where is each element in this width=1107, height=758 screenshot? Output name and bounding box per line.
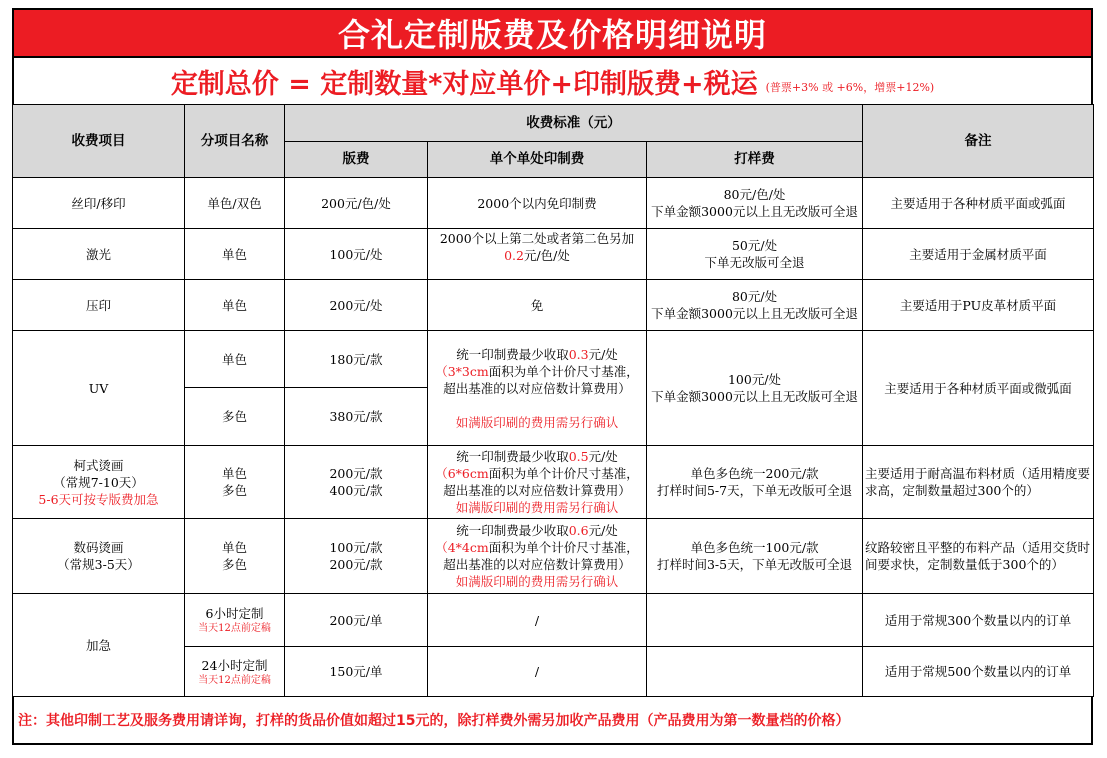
sample-price: 80元/处 (731, 289, 778, 304)
sample-cell (647, 519, 863, 594)
sample-cell (647, 647, 863, 697)
print-unit: 元/处 (588, 523, 618, 538)
print-unit: 元/处 (588, 449, 618, 464)
item-cell: 加急 (13, 594, 185, 697)
plate-cell: 200元/处 (285, 280, 428, 331)
sample-cell (647, 229, 863, 280)
item-cell: 压印 (13, 280, 185, 331)
print-cell (428, 446, 647, 519)
table-row (13, 280, 1094, 331)
sample-refund: 打样时间3-5天，下单无改版可全退 (656, 557, 853, 572)
print-cell (428, 229, 647, 280)
sample-cell (647, 446, 863, 519)
print-size: （3*3cm (435, 363, 489, 379)
item-name: 柯式烫画 (73, 457, 124, 473)
title-bar (12, 8, 1093, 58)
header-print-fee: 单个单处印制费 (428, 142, 647, 178)
print-size: （4*4cm (435, 540, 489, 555)
sub-single: 单色 (221, 466, 247, 481)
remark-cell: 主要适用于各种材质平面或微弧面 (863, 331, 1094, 446)
print-fullpage-note: 如满版印刷的费用需另行确认 (455, 500, 619, 515)
price-formula: 定制总价 = 定制数量*对应单价+印制版费+税运 (170, 68, 758, 100)
tax-note: (普票+3% 或 +6%，增票+12%) (765, 81, 935, 94)
table-row (13, 446, 1094, 519)
print-rule: 面积为单个计价尺寸基准，超出基准的以对应倍数计算费用） (443, 363, 639, 396)
sample-price: 50元/处 (731, 238, 778, 253)
print-cell: 免 (428, 280, 647, 331)
header-item: 收费项目 (13, 105, 185, 178)
table-row (13, 519, 1094, 594)
print-cell: / (428, 594, 647, 647)
item-cell: 激光 (13, 229, 185, 280)
plate-cell: 380元/款 (285, 388, 428, 446)
item-lead-time: （常规7-10天） (53, 474, 144, 490)
sub-multi: 多色 (221, 557, 247, 572)
item-cell: 丝印/移印 (13, 178, 185, 229)
print-price: 0.6 (568, 523, 589, 538)
sub-cell (185, 519, 285, 594)
plate-single: 100元/款 (329, 540, 383, 555)
plate-cell: 100元/处 (285, 229, 428, 280)
sample-cell (647, 594, 863, 647)
sample-cell (647, 178, 863, 229)
print-fullpage-note: 如满版印刷的费用需另行确认 (455, 414, 619, 430)
print-cell: 2000个以内免印制费 (428, 178, 647, 229)
print-size: （6*6cm (435, 466, 489, 481)
print-fullpage-note: 如满版印刷的费用需另行确认 (455, 574, 619, 589)
header-plate-fee: 版费 (285, 142, 428, 178)
print-unit: 元/处 (588, 346, 618, 362)
sub-cell: 单色 (185, 280, 285, 331)
header-standard: 收费标准（元） (285, 105, 863, 142)
sample-refund: 下单金额3000元以上且无改版可全退 (651, 204, 858, 219)
print-cell (428, 519, 647, 594)
remark-cell: 主要适用于金属材质平面 (863, 229, 1094, 280)
sample-refund: 下单金额3000元以上且无改版可全退 (651, 306, 858, 321)
print-price: 0.3 (568, 346, 589, 362)
remark-cell: 主要适用于各种材质平面或弧面 (863, 178, 1094, 229)
item-lead-time: （常规3-5天） (57, 557, 140, 572)
sub-cell: 单色 (185, 331, 285, 388)
header-sample-fee: 打样费 (647, 142, 863, 178)
print-price: 0.2 (504, 248, 524, 263)
plate-single: 200元/款 (329, 466, 383, 481)
sample-price: 100元/处 (727, 372, 782, 387)
sub-cell: 多色 (185, 388, 285, 446)
sub-deadline-note: 当天12点前定稿 (198, 674, 271, 686)
remark-cell: 主要适用于PU皮革材质平面 (863, 280, 1094, 331)
plate-cell: 200元/单 (285, 594, 428, 647)
footer-note (12, 697, 1093, 745)
plate-multi: 200元/款 (329, 557, 383, 572)
plate-cell (285, 446, 428, 519)
sub-option: 6小时定制 (205, 606, 264, 621)
remark-cell: 适用于常规300个数量以内的订单 (863, 594, 1094, 647)
plate-cell (285, 519, 428, 594)
sample-cell (647, 280, 863, 331)
table-row (13, 178, 1094, 229)
footer-text: 注：其他印制工艺及服务费用请详询，打样的货品价值如超过15元的，除打样费外需另加收产品费用（产品费用为第一数量档的价格） (18, 713, 850, 729)
header-sub-name: 分项目名称 (185, 105, 285, 178)
header-remark: 备注 (863, 105, 1094, 178)
print-cell (428, 331, 647, 446)
print-text: 统一印制费最少收取 (456, 523, 569, 538)
formula-row (12, 58, 1093, 104)
sample-refund: 下单无改版可全退 (704, 255, 805, 270)
price-sheet (12, 8, 1093, 745)
table-row (13, 594, 1094, 647)
print-text: 统一印制费最少收取 (456, 346, 569, 362)
print-unit: 元/色/处 (523, 248, 570, 263)
sub-cell (185, 647, 285, 697)
sub-cell: 单色 (185, 229, 285, 280)
sub-cell: 单色/双色 (185, 178, 285, 229)
price-table (12, 104, 1094, 697)
plate-multi: 400元/款 (329, 483, 383, 498)
sub-deadline-note: 当天12点前定稿 (198, 623, 271, 634)
page-title: 合礼定制版费及价格明细说明 (337, 16, 767, 54)
remark-cell: 纹路较密且平整的布料产品（适用交货时间要求快，定制数量低于300个的） (863, 519, 1094, 594)
sample-price: 单色多色统一100元/款 (690, 540, 819, 555)
item-rush-note: 5-6天可按专版费加急 (38, 491, 159, 507)
item-cell: UV (13, 331, 185, 446)
print-cell: / (428, 647, 647, 697)
sub-option: 24小时定制 (201, 657, 268, 673)
table-row (13, 229, 1094, 280)
remark-cell: 主要适用于耐高温布料材质（适用精度要求高，定制数量超过300个的） (863, 446, 1094, 519)
item-cell (13, 519, 185, 594)
print-rule: 面积为单个计价尺寸基准，超出基准的以对应倍数计算费用） (443, 466, 639, 498)
sub-single: 单色 (221, 540, 247, 555)
sub-cell (185, 594, 285, 647)
table-row (13, 331, 1094, 388)
sample-price: 80元/色/处 (723, 187, 786, 202)
sample-price: 单色多色统一200元/款 (690, 466, 819, 481)
print-rule: 面积为单个计价尺寸基准，超出基准的以对应倍数计算费用） (443, 540, 639, 572)
sample-cell (647, 331, 863, 446)
sub-multi: 多色 (221, 483, 247, 498)
print-text: 统一印制费最少收取 (456, 449, 569, 464)
item-cell (13, 446, 185, 519)
sample-refund: 下单金额3000元以上且无改版可全退 (651, 389, 858, 404)
plate-cell: 180元/款 (285, 331, 428, 388)
print-text: 2000个以上第二处或者第二色另加 (439, 231, 635, 246)
header-row (13, 105, 1094, 142)
sub-cell (185, 446, 285, 519)
print-price: 0.5 (568, 449, 589, 464)
sample-refund: 打样时间5-7天，下单无改版可全退 (656, 483, 853, 498)
remark-cell: 适用于常规500个数量以内的订单 (863, 647, 1094, 697)
plate-cell: 150元/单 (285, 647, 428, 697)
plate-cell: 200元/色/处 (285, 178, 428, 229)
item-name: 数码烫画 (73, 540, 124, 555)
